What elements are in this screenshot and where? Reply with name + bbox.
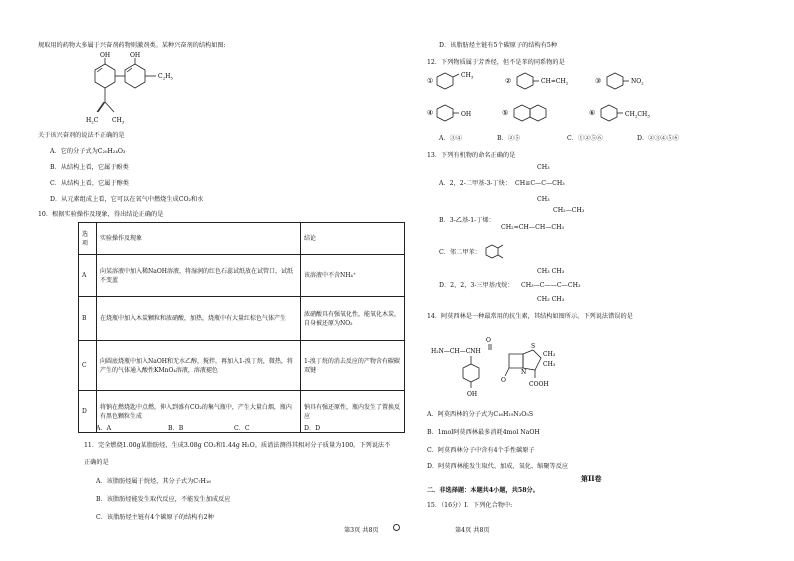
right-page	[397, 0, 794, 561]
q11-option-b: B．该脂肪烃能发生取代反应，不能发生加成反应	[96, 496, 231, 503]
nitro-label: $NO_2$	[631, 78, 644, 86]
q12-label-3: ③	[595, 77, 602, 85]
amox-oh-label: OH	[467, 391, 478, 398]
amox-n-label: N	[521, 369, 527, 376]
q10-option-a: A．A	[96, 425, 112, 432]
q11-option-c: C．该脂肪烃主链有4个碳原子的结构有2种	[96, 514, 214, 521]
q13-d-main: CH₃—C——C—CH₃	[521, 282, 581, 289]
toluene-ch3-label: $CH_3$	[461, 72, 474, 80]
amox-h2n-label: H₂N—CH—CNH	[431, 348, 481, 355]
intro-text: 规取用的药物大多属于兴奋剂药物则激剂类。某种兴奋剂的结构如图:	[38, 42, 226, 49]
table-cell: C	[79, 341, 97, 391]
q10-option-b: B．B	[168, 425, 184, 432]
q10-option-d: D．D	[304, 425, 321, 432]
table-cell: 向圆底烧瓶中加入NaOH和无水乙醇，搅拌，再加入1-溴丁烷，微热，将产生的气体通入酸性KMnO₄溶液，溶液褪色	[97, 341, 301, 391]
q12-option-b: B．②⑤	[497, 135, 521, 142]
q9-option-d: D．从元素组成上看，它可以在氧气中燃烧生成CO₂和水	[50, 196, 204, 203]
q14-option-d: D．阿莫西林能发生取代、加成、氧化、缩聚等反应	[427, 463, 569, 470]
table-cell: 将钠在燃烧匙中点燃，伸入到盛有CO₂的集气瓶中，产生大量白烟，瓶内有黑色颗粒生成	[97, 391, 301, 433]
q10-stem: 10．根据实验操作及现象，得出结论正确的是	[38, 211, 164, 218]
q12-label-5: ⑤	[502, 109, 509, 117]
amox-o2-label: O	[501, 377, 506, 384]
amox-cooh-label: COOH	[529, 381, 549, 388]
experiment-table	[78, 222, 405, 433]
stimulant-structure	[80, 52, 210, 132]
q12-label-1: ①	[427, 77, 434, 85]
table-cell: D	[79, 391, 97, 433]
section-2-heading: 二．非选择题：本题共4小题，共58分。	[427, 487, 539, 494]
table-row	[79, 297, 405, 341]
oh-label-1: OH	[100, 52, 111, 59]
q15-stem: 15．（16分）Ⅰ．下列化合物中:	[427, 502, 513, 509]
q14-option-a: A．阿莫西林的分子式为C₁₆H₁₉N₃O₅S	[427, 411, 534, 418]
h2c-label: $H_2C$	[86, 117, 99, 125]
table-cell: A	[79, 255, 97, 297]
phenol-oh-label: OH	[461, 111, 472, 118]
q13-a-ch3-bot: CH₃	[537, 196, 550, 203]
q14-option-c: C．阿莫西林分子中含有4个手性碳原子	[427, 447, 535, 454]
q12-stem: 12．下列物质属于芳香烃，但不是苯的同系物的是	[427, 59, 565, 66]
q9-option-c: C．从结构上看，它属于醇类	[50, 180, 129, 187]
q14-stem: 14．阿莫西林是一种最常用的抗生素，其结构如图所示。下列说法错误的是	[427, 313, 633, 320]
q11-stem-line2: 正确的是	[84, 459, 109, 466]
q12-label-6: ⑥	[589, 109, 596, 117]
table-cell: 1-溴丁烷的消去反应的产物含有碳碳双键	[301, 341, 405, 391]
q13-option-d: D．2，2，3-三甲基戊烷：	[439, 282, 514, 289]
amox-ch3b-label: CH₃	[543, 361, 556, 368]
ethyl-label: $C_2H_5$	[158, 73, 173, 81]
q9-option-b: B．从结构上看，它属于酚类	[50, 164, 129, 171]
q13-stem: 13．下列有机物的命名正确的是	[427, 152, 516, 159]
q9-option-a: A．它的分子式为C₂₀H₂₄O₃	[50, 148, 126, 155]
q13-a-main: CH≡C—C—CH₃	[515, 180, 565, 187]
table-cell: B	[79, 297, 97, 341]
q11-option-d: D．该脂肪烃主链有5个碳原子的结构有5种	[439, 42, 558, 49]
table-cell: 向某溶液中加入稀NaOH溶液，将湿润的红色石蕊试纸放在试管口，试纸不变蓝	[97, 255, 301, 297]
section-title: 第II卷	[581, 474, 602, 483]
q12-option-d: D．②③④⑤⑥	[637, 135, 680, 142]
ch3-label: $CH_3$	[112, 117, 125, 125]
styrene-label: $CH=CH_2$	[541, 78, 569, 86]
q13-option-b: B．3-乙基-1-丁烯：	[439, 217, 495, 224]
q13-b-main: CH₂=CH—CH—CH₃	[501, 224, 565, 231]
q12-option-a: A．③④	[439, 135, 463, 142]
q12-label-4: ④	[427, 109, 434, 117]
amox-s-label: S	[531, 343, 536, 350]
q13-option-c: C．邻二甲苯：	[439, 249, 481, 256]
table-cell: 该溶液中不含NH₄⁺	[301, 255, 405, 297]
amoxicillin-structure	[431, 326, 581, 406]
amox-o1-label: O	[486, 337, 491, 344]
q11-stem-line1: 11．完全燃烧1.00g某脂肪烃，生成3.08g CO₂和1.44g H₂O。质谱法测得其相对分子质量为100。下列说法不	[84, 442, 391, 449]
q13-a-ch3-top: CH₃	[537, 164, 550, 171]
q9-stem: 关于该兴奋剂的说法不正确的是	[38, 132, 125, 139]
table-cell: 钠具有强还原性，瓶内发生了置换反应	[301, 391, 405, 433]
q12-option-c: C．①②⑤⑥	[567, 135, 603, 142]
ethylbenzene-label: $CH_2CH_3$	[625, 111, 650, 119]
page-number-left: 第3页 共8页	[344, 527, 379, 534]
q12-structures	[427, 70, 767, 130]
table-row	[79, 341, 405, 391]
page-number-right: 第4页 共8页	[455, 527, 490, 534]
table-cell: 浓硝酸具有强氧化性，能氧化木炭，自身被还原为NO₂	[301, 297, 405, 341]
q14-option-b: B．1mol阿莫西林最多消耗4mol NaOH	[427, 429, 540, 436]
table-row	[79, 255, 405, 297]
q13-d-bot: CH₃ CH₃	[537, 296, 565, 303]
table-header-conclusion: 结论	[301, 223, 405, 255]
table-cell: 在烧瓶中加入木炭颗粒和浓硝酸，加热，烧瓶中有大量红棕色气体产生	[97, 297, 301, 341]
table-header-operation: 实验操作及现象	[97, 223, 301, 255]
q10-option-c: C．C	[234, 425, 250, 432]
o-xylene-structure	[483, 242, 507, 262]
amox-ch3a-label: CH₃	[543, 351, 556, 358]
q12-label-2: ②	[505, 77, 512, 85]
q13-option-a: A．2，2-二甲基-3-丁炔：	[439, 180, 512, 187]
q13-b-top: CH₂—CH₃	[553, 207, 585, 214]
oh-label-2: OH	[130, 52, 141, 59]
table-header-option: 选项	[79, 223, 97, 255]
q13-d-top: CH₃ CH₃	[537, 268, 565, 275]
q11-option-a: A．该脂肪烃属于烷烃，其分子式为C₇H₁₆	[96, 478, 211, 485]
